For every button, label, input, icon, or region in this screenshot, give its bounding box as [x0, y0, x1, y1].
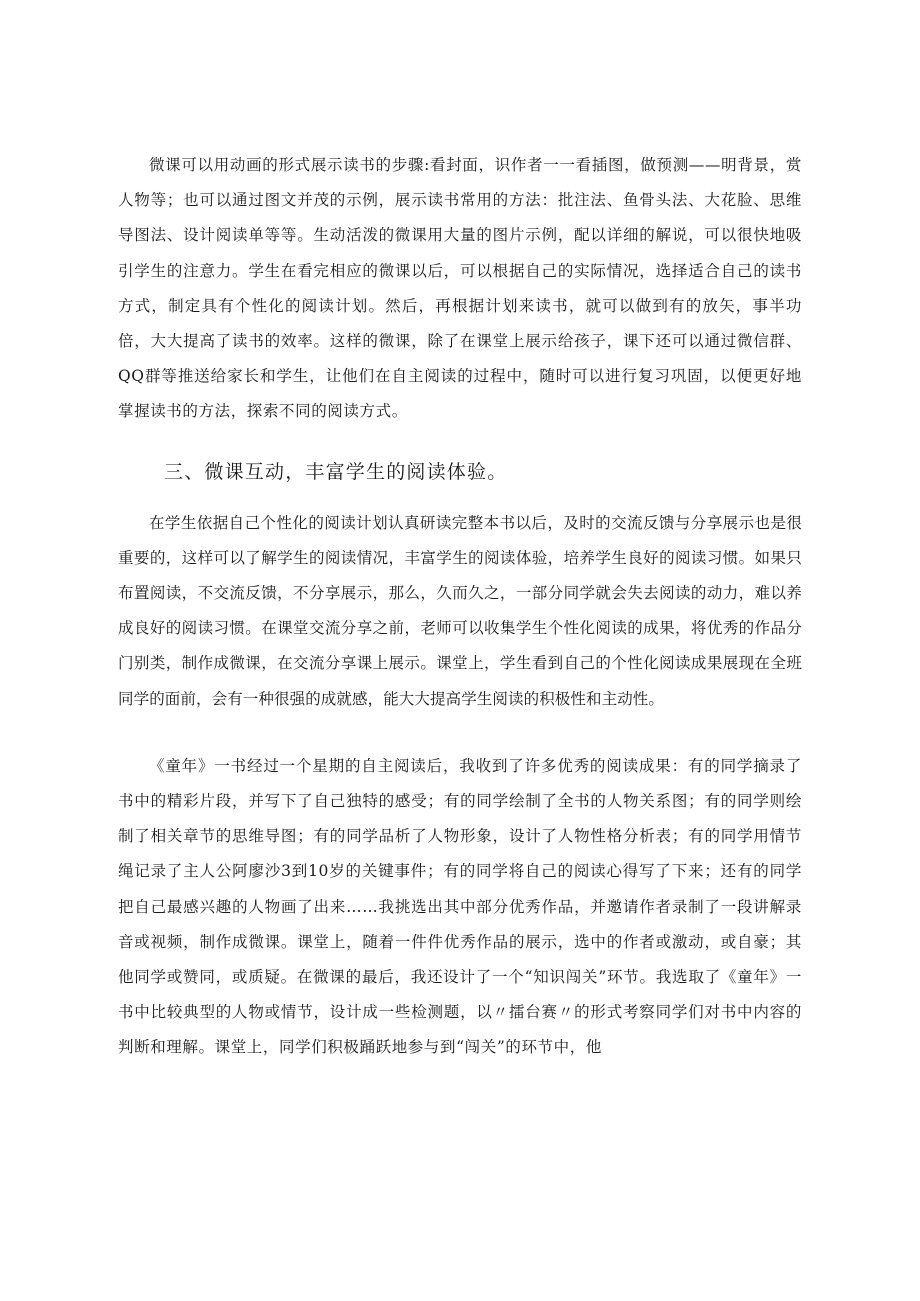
body-paragraph: 在学生依据自己个性化的阅读计划认真研读完整本书以后，及时的交流反馈与分享展示也是很重要的，这样可以了解学生的阅读情况，丰富学生的阅读体验，培养学生良好的阅读习惯。如果只布置阅读，不交流反馈，不分享展示，那么，久而久之，一部分同学就会失去阅读的动力，难以养成良好的阅读习惯。在课堂交流分享之前，老师可以收集学生个性化阅读的成果，将优秀的作品分门别类，制作成微课，在交流分享课上展示。课堂上，学生看到自己的个性化阅读成果展现在全班同学的面前，会有一种很强的成就感，能大大提高学生阅读的积极性和主动性。 [118, 513, 802, 708]
section-heading: 三、微课互动，丰富学生的阅读体验。 [164, 460, 508, 483]
document-page [118, 148, 802, 1066]
body-paragraph: 微课可以用动画的形式展示读书的步骤:看封面，识作者一一看插图，做预测——明背景，赏人物等；也可以通过图文并茂的示例，展示读书常用的方法：批注法、鱼骨头法、大花脸、思维导图法、设计阅读单等等。生动活泼的微课用大量的图片示例，配以详细的解说，可以很快地吸引学生的注意力。学生在看完相应的微课以后，可以根据自己的实际情况，选择适合自己的读书方式，制定具有个性化的阅读计划。然后，再根据计划来读书，就可以做到有的放矢，事半功倍，大大提高了读书的效率。这样的微课，除了在课堂上展示给孩子，课下还可以通过微信群、QQ群等推送给家长和学生，让他们在自主阅读的过程中，随时可以进行复习巩固，以便更好地掌握读书的方法，探索不同的阅读方式。 [118, 156, 802, 421]
body-paragraph: 《童年》一书经过一个星期的自主阅读后，我收到了许多优秀的阅读成果：有的同学摘录了书中的精彩片段，并写下了自己独特的感受；有的同学绘制了全书的人物关系图；有的同学则绘制了相关章节的思维导图；有的同学品析了人物形象，设计了人物性格分析表；有的同学用情节绳记录了主人公阿廖沙3到10岁的关键事件；有的同学将自己的阅读心得写了下来；还有的同学把自己最感兴趣的人物画了出来……我挑选出其中部分优秀作品，并邀请作者录制了一段讲解录音或视频，制作成微课。课堂上，随着一件件优秀作品的展示，选中的作者或激动，或自豪；其他同学或赞同，或质疑。在微课的最后，我还设计了一个“知识闯关”环节。我选取了《童年》一书中比较典型的人物或情节，设计成一些检测题，以〃擂台赛〃的形式考察同学们对书中内容的判断和理解。课堂上，同学们积极踊跃地参与到“闯关”的环节中，他 [118, 756, 802, 1057]
